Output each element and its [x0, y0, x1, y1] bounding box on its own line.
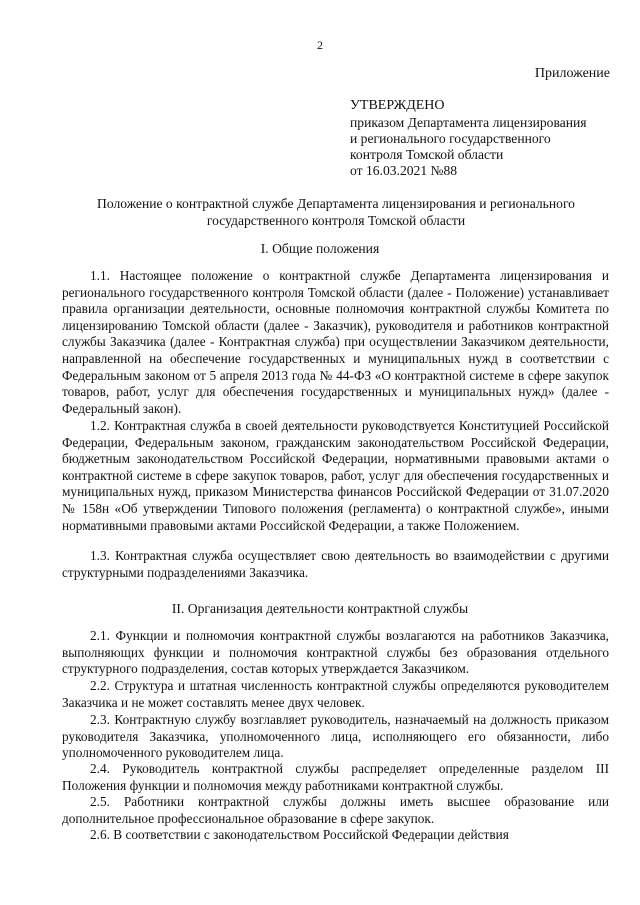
title-line: государственного контроля Томской области — [206, 212, 466, 228]
approval-block — [350, 98, 587, 179]
approval-heading: УТВЕРЖДЕНО — [350, 98, 445, 113]
paragraph: 2.5. Работники контрактной службы должны иметь высшее образование или дополнительное профессиональное образование в сфере закупок. — [62, 794, 609, 826]
title-line: Положение о контрактной службе Департамента лицензирования и регионального — [97, 196, 575, 211]
document-title — [40, 196, 632, 229]
paragraph: 2.2. Структура и штатная численность контрактной службы определяются руководителем Заказчика и не может составлять менее двух человек. — [62, 678, 609, 710]
section-title: II. Организация деятельности контрактной службы — [171, 601, 469, 616]
approval-line: приказом Департамента лицензирования — [350, 115, 587, 130]
approval-line: от 16.03.2021 №88 — [350, 163, 458, 178]
paragraph: 2.3. Контрактную службу возглавляет руководитель, назначаемый на должность приказом руководителя Заказчика, уполномоченного лица, исполняющего его обязанности, либо уполномоченного руководителем лица. — [62, 712, 609, 761]
approval-line: контроля Томской области — [350, 147, 504, 162]
paragraph: 1.3. Контрактная служба осуществляет свою деятельность во взаимодействии с другими структурными подразделениями Заказчика. — [62, 548, 609, 580]
paragraph: 1.1. Настоящее положение о контрактной службе Департамента лицензирования и регионального государственного контроля Томской области (далее - Положение) устанавливает правила организации деятельности, основные полномочия контрактной службы Комитета по лицензированию Томской области (далее - Заказчик), руководителя и работников контрактной службы Заказчика (далее - Контрактная служба) при осуществлении Заказчиком деятельности, направленной на обеспечение государственных и муниципальных нужд в соответствии с Федеральным законом от 5 апреля 2013 года № 44-ФЗ «О контрактной системе в сфере закупок товаров, работ, услуг для обеспечения государственных и муниципальных нужд» (далее - Федеральный закон). — [62, 268, 609, 416]
approval-line: и регионального государственного — [350, 131, 551, 146]
paragraph: 1.2. Контрактная служба в своей деятельности руководствуется Конституцией Российской Федерации, Федеральным законом, гражданским законодательством Российской Федерации, бюджетным законодательством Российской Федерации, нормативными правовыми актами о контрактной системе в сфере закупок товаров, работ, услуг для обеспечения государственных и муниципальных нужд, приказом Министерства финансов Российской Федерации от 31.07.2020 № 158н «Об утверждении Типового положения (регламента) о контрактной службе», иными нормативными правовыми актами Российской Федерации, а также Положением. — [62, 418, 609, 533]
section-title: I. Общие положения — [260, 241, 380, 256]
paragraph: 2.1. Функции и полномочия контрактной службы возлагаются на работников Заказчика, выполняющих функции и полномочия контрактной службы без образования отдельного структурного подразделения, состав которых утверждается Заказчиком. — [62, 628, 609, 677]
page-number: 2 — [317, 38, 323, 52]
paragraph: 2.6. В соответствии с законодательством Российской Федерации действия — [90, 827, 509, 842]
appendix-label: Приложение — [534, 66, 610, 81]
paragraph: 2.4. Руководитель контрактной службы распределяет определенные разделом III Положения функции и полномочия между работниками контрактной службы. — [62, 761, 609, 793]
